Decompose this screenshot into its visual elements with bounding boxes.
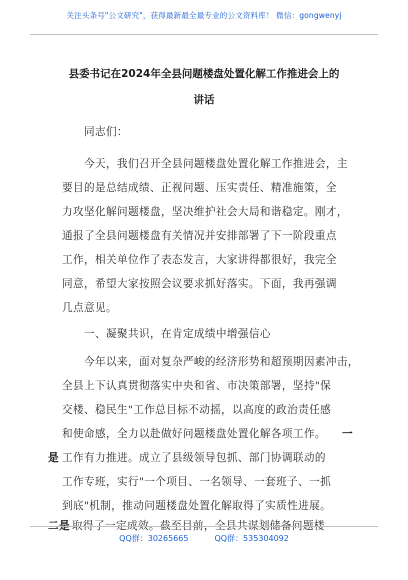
footer [0,533,408,544]
paragraph-line: 今年以来，面对复杂严峻的经济形势和超预期因素冲击， [84,356,359,368]
document-title-line-1: 县委书记在2024年全县问题楼盘处置化解工作推进会上的 [68,68,340,80]
paragraph-line: 工作专班，实行"一个项目、一名领导、一套班子、一抓 [62,476,332,488]
paragraph-line: 取得了一定成效。截至目前，全县共谋划储备问题楼 [72,520,325,532]
point-1-label-cont: 是 [48,452,59,464]
point-2-label: 二是 [48,520,70,532]
paragraph-line: 和使命感，全力以赴做好问题楼盘处置化解各项工作。 [62,428,326,440]
paragraph-line: 到底"机制，推动问题楼盘处置化解取得了实质性进展。 [62,500,332,512]
document-title-line-2: 讲话 [193,94,215,106]
paragraph-line: 工作有力推进。成立了县级领导包抓、部门协调联动的 [62,452,326,464]
paragraph-line: 同意，希望大家按照会议要求抓好落实。下面，我再强调 [62,278,337,290]
footer-divider [30,526,378,527]
paragraph-line: 力攻坚化解问题楼盘，坚决维护社会大局和谐稳定。刚才， [62,206,348,218]
footer-qq-group-2: QQ群：535304092 [214,534,289,543]
paragraph-line: 工作，相关单位作了表态发言，大家讲得都很好，我完全 [62,254,337,266]
header-divider [30,34,378,35]
salutation: 同志们： [84,126,128,138]
point-1-label: 一 [342,428,353,440]
header-banner: 关注头条号"公文研究"，获得最新最全最专业的公文资料库！ 微信：gongwenyj [66,11,342,20]
paragraph-line: 今天，我们召开全县问题楼盘处置化解工作推进会，主 [84,158,348,170]
footer-qq-group-1: QQ群：30265665 [119,534,189,543]
section-heading: 一、凝聚共识，在肯定成绩中增强信心 [84,328,271,340]
paragraph-line: 要目的是总结成绩、正视问题、压实责任、精准施策，全 [62,182,337,194]
paragraph-line: 交楼、稳民生"工作总目标不动摇，以高度的政治责任感 [62,404,332,416]
paragraph-line: 全县上下认真贯彻落实中央和省、市决策部署，坚持"保 [62,380,332,392]
paragraph-line: 通报了全县问题楼盘有关情况并安排部署了下一阶段重点 [62,230,337,242]
paragraph-line: 几点意见。 [62,302,117,314]
